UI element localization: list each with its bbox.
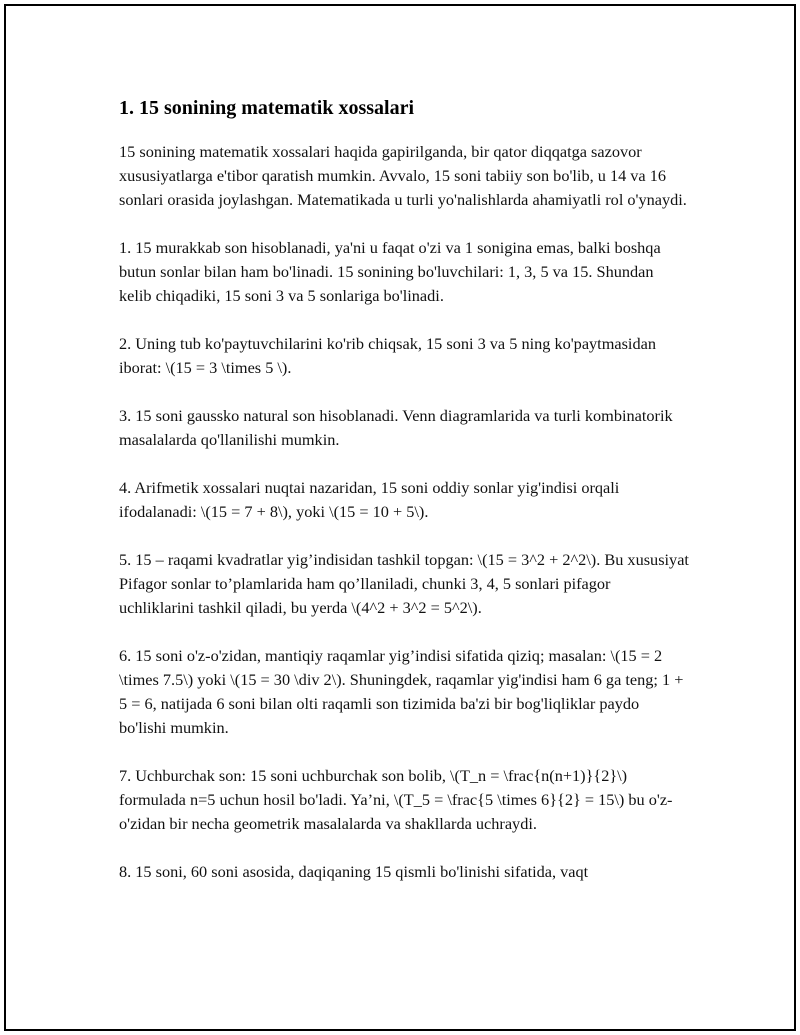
property-1-paragraph: 1. 15 murakkab son hisoblanadi, ya'ni u faqat o'zi va 1 sonigina emas, balki boshqa butun sonlar bilan ham bo'linadi. 15 sonining bo'luvchilari: 1, 3, 5 va 15. Shundan kelib chiqadiki, 15 soni 3 va 5 sonlariga bo'linadi. bbox=[119, 238, 661, 305]
property-3-paragraph: 3. 15 soni gaussko natural son hisoblanadi. Venn diagramlarida va turli kombinatorik masalalarda qo'llanilishi mumkin. bbox=[119, 406, 673, 449]
property-5-paragraph: 5. 15 – raqami kvadratlar yig’indisidan tashkil topgan: \(15 = 3^2 + 2^2\). Bu xususiyat Pifagor sonlar to’plamlarida ham qo’llaniladi, chunki 3, 4, 5 sonlari pifagor uchliklarini tashkil qiladi, bu yerda \(4^2 + 3^2 = 5^2\). bbox=[119, 550, 689, 617]
property-8-paragraph: 8. 15 soni, 60 soni asosida, daqiqaning 15 qismli bo'linishi sifatida, vaqt bbox=[119, 862, 589, 881]
property-7-paragraph: 7. Uchburchak son: 15 soni uchburchak son bolib, \(T_n = \frac{n(n+1)}{2}\) formulada n=5 uchun hosil bo'ladi. Ya’ni, \(T_5 = \frac{5 \times 6}{2} = 15\) bu o'z-o'zidan bir necha geometrik masalalarda va shakllarda uchraydi. bbox=[119, 766, 673, 833]
intro-paragraph: 15 sonining matematik xossalari haqida gapirilganda, bir qator diqqatga sazovor xususiyatlarga e'tibor qaratish mumkin. Avvalo, 15 soni tabiiy son bo'lib, u 14 va 16 sonlari orasida joylashgan. Matematikada u turli yo'nalishlarda ahamiyatli rol o'ynaydi. bbox=[119, 142, 687, 209]
property-2-paragraph: 2. Uning tub ko'paytuvchilarini ko'rib chiqsak, 15 soni 3 va 5 ning ko'paytmasidan iborat: \(15 = 3 \times 5 \). bbox=[119, 334, 656, 377]
property-6-paragraph: 6. 15 soni o'z-o'zidan, mantiqiy raqamlar yig’indisi sifatida qiziq; masalan: \(15 = 2 \times 7.5\) yoki \(15 = 30 \div 2\). Shuningdek, raqamlar yig'indisi ham 6 ga teng; 1 + 5 = 6, natijada 6 soni bilan olti raqamli son tizimida ba'zi bir bog'liqliklar paydo bo'lishi mumkin. bbox=[119, 646, 684, 737]
section-heading: 1. 15 sonining matematik xossalari bbox=[119, 97, 415, 119]
property-4-paragraph: 4. Arifmetik xossalari nuqtai nazaridan, 15 soni oddiy sonlar yig'indisi orqali ifodalanadi: \(15 = 7 + 8\), yoki \(15 = 10 + 5\). bbox=[119, 478, 620, 521]
document-body bbox=[119, 94, 689, 908]
page-frame bbox=[4, 4, 796, 1031]
